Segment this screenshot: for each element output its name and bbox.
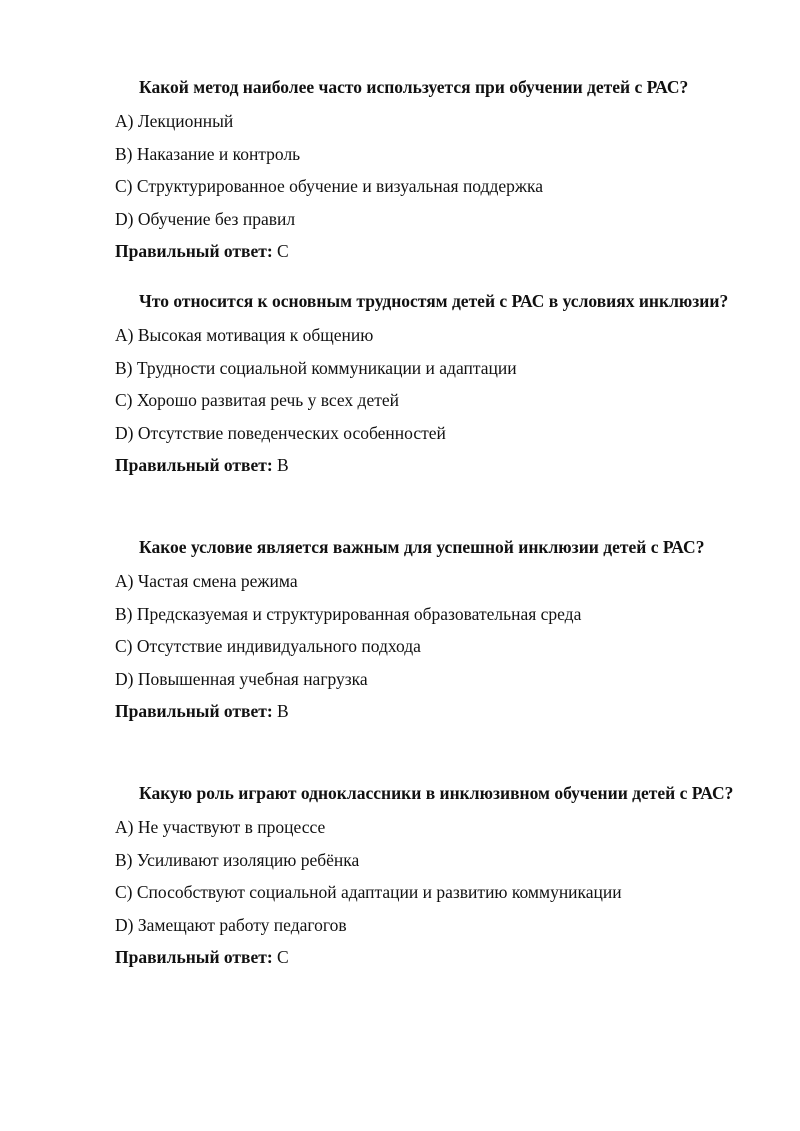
- correct-answer: [115, 449, 745, 482]
- question-block-4: [115, 777, 745, 974]
- answer-option-b: B) Усиливают изоляцию ребёнка: [115, 849, 360, 870]
- question-title: Что относится к основным трудностям детей с РАС в условиях инклюзии?: [139, 291, 729, 311]
- answer-option-a: A) Частая смена режима: [115, 571, 298, 591]
- answer-option-b: B) Наказание и контроль: [115, 143, 301, 164]
- correct-answer-label: Правильный ответ:: [115, 241, 273, 261]
- question-title: Какой метод наиболее часто используется при обучении детей с РАС?: [139, 77, 689, 97]
- answer-option-d: D) Отсутствие поведенческих особенностей: [115, 422, 446, 443]
- correct-answer-value: C: [277, 947, 289, 967]
- question-block-1: [115, 71, 745, 268]
- answer-option-d: D) Обучение без правил: [115, 208, 296, 229]
- answer-option-b: B) Предсказуемая и структурированная образовательная среда: [115, 603, 582, 624]
- correct-answer-label: Правильный ответ:: [115, 701, 273, 721]
- answer-option-a: A) Не участвуют в процессе: [115, 817, 326, 837]
- correct-answer: [115, 235, 745, 268]
- correct-answer: [115, 695, 745, 728]
- answer-option-d: D) Повышенная учебная нагрузка: [115, 668, 368, 689]
- correct-answer-value: C: [277, 241, 289, 261]
- answer-option-d: D) Замещают работу педагогов: [115, 914, 347, 935]
- question-title: Какое условие является важным для успешной инклюзии детей с РАС?: [139, 537, 705, 557]
- question-block-2: [115, 285, 745, 482]
- answer-option-a: A) Высокая мотивация к общению: [115, 325, 374, 345]
- correct-answer-value: B: [277, 455, 289, 475]
- correct-answer-label: Правильный ответ:: [115, 947, 273, 967]
- correct-answer-value: B: [277, 701, 289, 721]
- question-title: Какую роль играют одноклассники в инклюзивном обучении детей с РАС?: [139, 783, 734, 803]
- answer-option-a: A) Лекционный: [115, 111, 234, 131]
- answer-option-b: B) Трудности социальной коммуникации и адаптации: [115, 357, 517, 378]
- answer-option-c: C) Хорошо развитая речь у всех детей: [115, 390, 399, 410]
- answer-option-c: C) Структурированное обучение и визуальная поддержка: [115, 176, 543, 196]
- question-block-3: [115, 531, 745, 728]
- correct-answer: [115, 941, 745, 974]
- correct-answer-label: Правильный ответ:: [115, 455, 273, 475]
- answer-option-c: C) Способствуют социальной адаптации и развитию коммуникации: [115, 882, 622, 902]
- answer-option-c: C) Отсутствие индивидуального подхода: [115, 636, 421, 656]
